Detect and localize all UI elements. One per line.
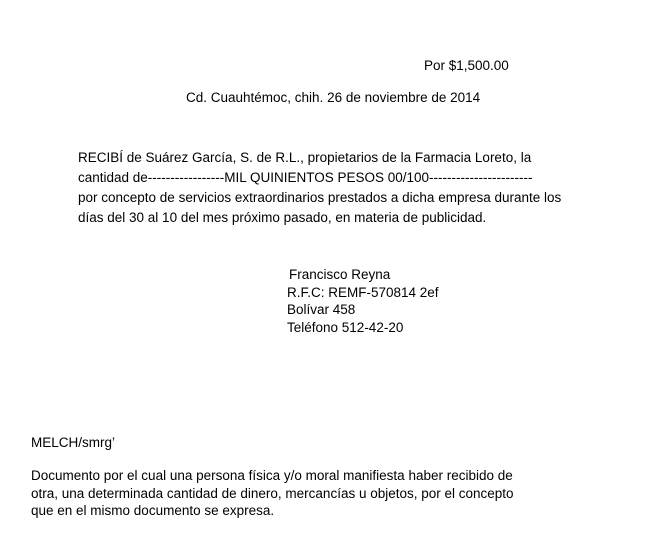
receipt-body-line: RECIBÍ de Suárez García, S. de R.L., propietarios de la Farmacia Loreto, la [78,150,532,165]
definition-line: que en el mismo documento se expresa. [31,503,275,518]
place-and-date: Cd. Cuauhtémoc, chih. 26 de noviembre de 2014 [186,90,481,105]
receipt-definition [31,467,514,520]
signer-address: Bolívar 458 [287,302,356,317]
signature-block [287,266,439,336]
definition-line: Documento por el cual una persona física y/o moral manifiesta haber recibido de [31,468,513,483]
receipt-amount: Por $1,500.00 [424,58,509,73]
receipt-body [78,148,561,228]
receipt-body-line: cantidad de-----------------MIL QUINIENTOS PESOS 00/100----------------------- [78,170,533,185]
reference-initials: MELCH/smrg’ [31,435,116,450]
signer-rfc: R.F.C: REMF-570814 2ef [287,284,439,300]
signer-phone: Teléfono 512-42-20 [287,319,404,335]
receipt-body-line: días del 30 al 10 del mes próximo pasado, en materia de publicidad. [78,210,487,225]
signer-name: Francisco Reyna [289,267,391,282]
receipt-body-line: por concepto de servicios extraordinarios prestados a dicha empresa durante los [78,190,562,205]
definition-line: otra, una determinada cantidad de dinero, mercancías u objetos, por el concepto [31,485,514,501]
